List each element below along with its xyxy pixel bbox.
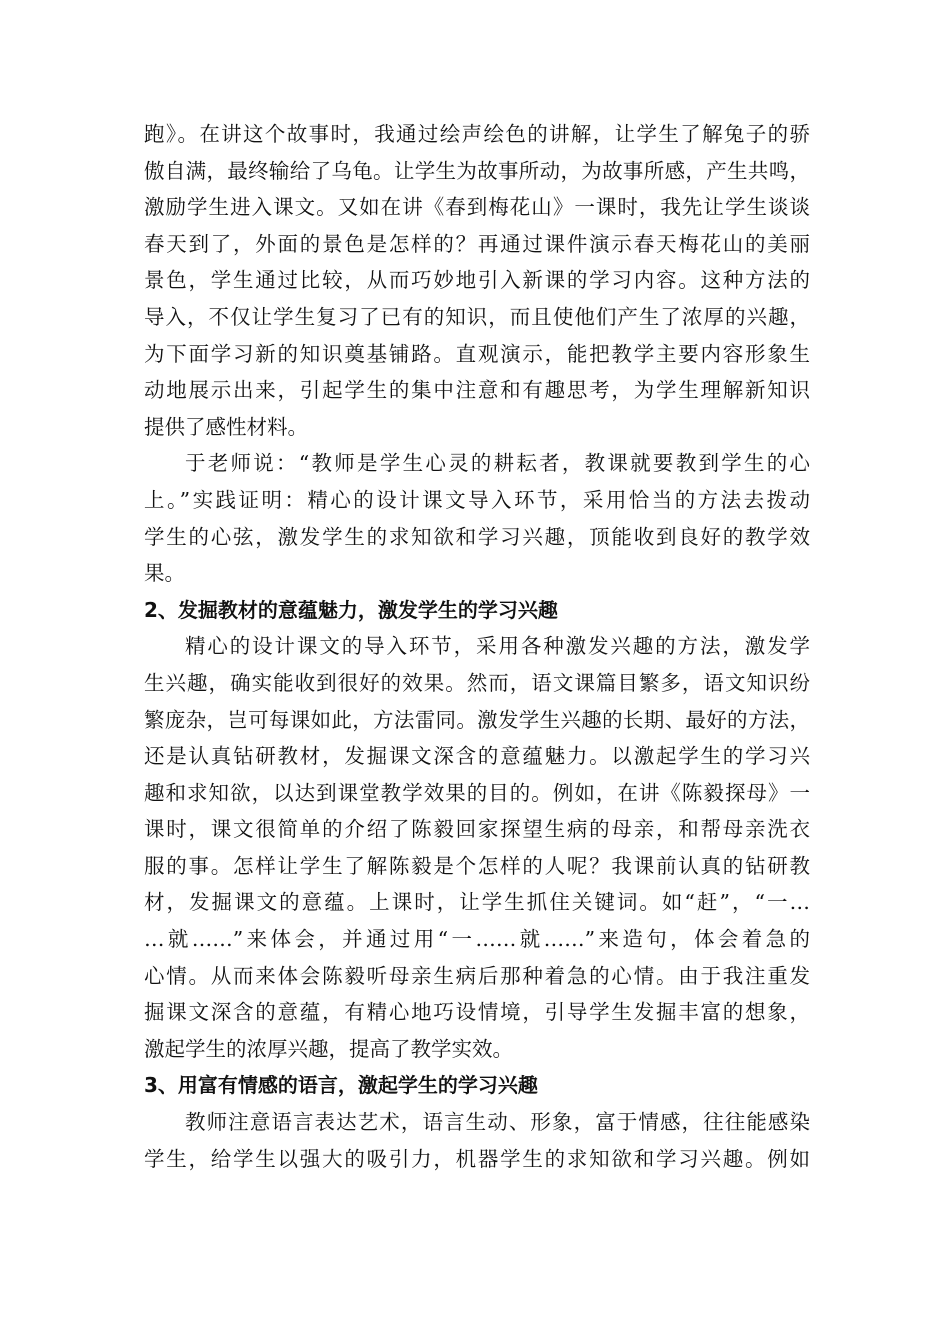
text-line: 为下面学习新的知识奠基铺路。直观演示，能把教学主要内容形象生 [144, 341, 810, 366]
text-line: 心情。从而来体会陈毅听母亲生病后那种着急的心情。由于我注重发 [144, 963, 810, 988]
text-line: 果。 [144, 561, 185, 586]
text-line: 于老师说：“教师是学生心灵的耕耘者，教课就要教到学生的心 [185, 451, 810, 476]
text-line: 材，发掘课文的意蕴。上课时，让学生抓住关键词。如“赶”，“一… [144, 890, 810, 915]
text-line: 掘课文深含的意蕴，有精心地巧设情境，引导学生发掘丰富的想象， [144, 1000, 810, 1025]
text-line: 提供了感性材料。 [144, 414, 308, 439]
text-line: 教师注意语言表达艺术，语言生动、形象，富于情感，往往能感染 [185, 1110, 810, 1135]
text-line: 学生，给学生以强大的吸引力，机器学生的求知欲和学习兴趣。例如 [144, 1146, 810, 1171]
text-line: 繁庞杂，岂可每课如此，方法雷同。激发学生兴趣的长期、最好的方法， [144, 707, 810, 732]
text-line: 跑》。在讲这个故事时，我通过绘声绘色的讲解，让学生了解兔子的骄 [144, 122, 810, 146]
text-line: 景色，学生通过比较，从而巧妙地引入新课的学习内容。这种方法的 [144, 268, 810, 293]
text-line: …就……”来体会，并通过用“一……就……”来造句，体会着急的 [144, 927, 810, 952]
text-line: 学生的心弦，激发学生的求知欲和学习兴趣，顶能收到良好的教学效 [144, 524, 810, 549]
text-line: 服的事。怎样让学生了解陈毅是个怎样的人呢？我课前认真的钻研教 [144, 853, 810, 878]
text-line: 激起学生的浓厚兴趣，提高了教学实效。 [144, 1036, 513, 1061]
text-line: 上。”实践证明：精心的设计课文导入环节，采用恰当的方法去拨动 [144, 487, 810, 512]
text-line: 傲自满，最终输给了乌龟。让学生为故事所动，为故事所感，产生共鸣， [144, 158, 810, 183]
text-line: 趣和求知欲，以达到课堂教学效果的目的。例如，在讲《陈毅探母》一 [144, 780, 810, 805]
text-line: 精心的设计课文的导入环节，采用各种激发兴趣的方法，激发学 [185, 634, 810, 659]
text-line: 课时，课文很简单的介绍了陈毅回家探望生病的母亲，和帮母亲洗衣 [144, 817, 810, 842]
text-line: 激励学生进入课文。又如在讲《春到梅花山》一课时，我先让学生谈谈 [144, 195, 810, 220]
section-heading: 3、用富有情感的语言，激起学生的学习兴趣 [144, 1073, 538, 1098]
text-line: 导入，不仅让学生复习了已有的知识，而且使他们产生了浓厚的兴趣， [144, 304, 810, 329]
text-line: 春天到了，外面的景色是怎样的？再通过课件演示春天梅花山的美丽 [144, 231, 810, 256]
document-page [144, 116, 810, 1177]
text-line: 还是认真钻研教材，发掘课文深含的意蕴魅力。以激起学生的学习兴 [144, 744, 810, 769]
text-line: 生兴趣，确实能收到很好的效果。然而，语文课篇目繁多，语文知识纷 [144, 670, 810, 695]
section-heading: 2、发掘教材的意蕴魅力，激发学生的学习兴趣 [144, 597, 558, 622]
text-line: 动地展示出来，引起学生的集中注意和有趣思考，为学生理解新知识 [144, 378, 810, 403]
